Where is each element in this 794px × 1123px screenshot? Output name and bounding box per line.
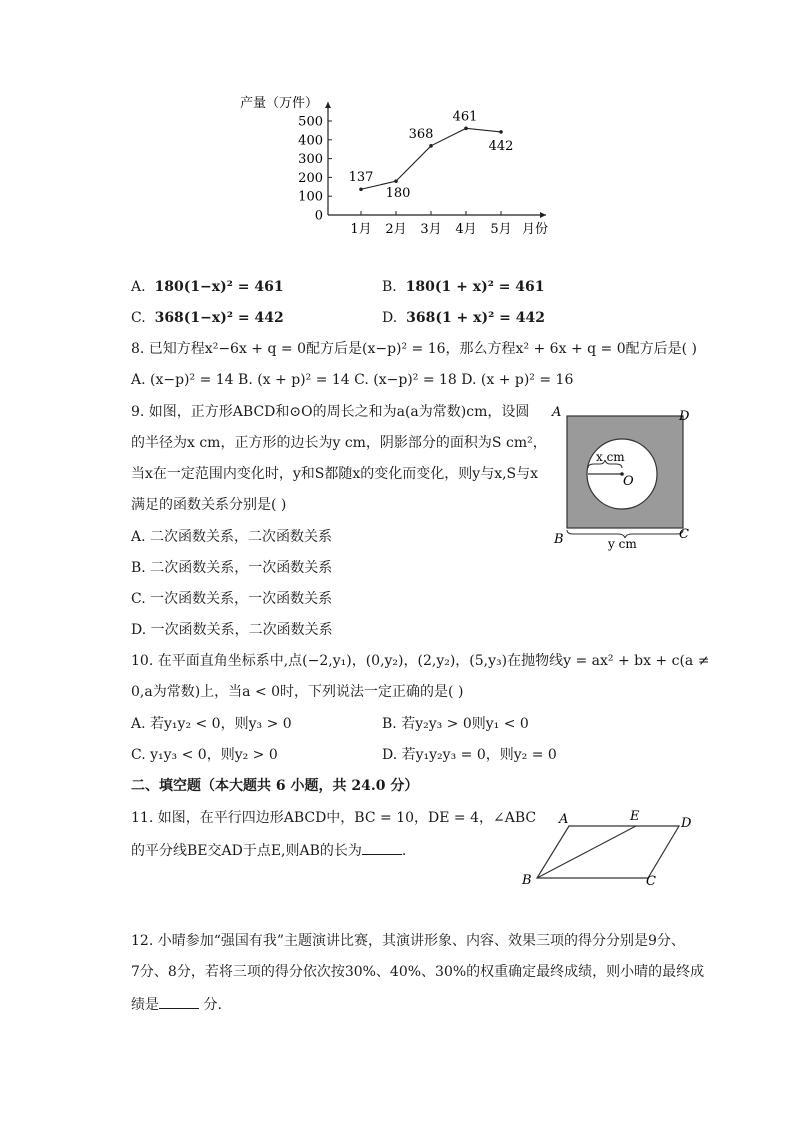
q9-square-circle-figure xyxy=(548,402,698,554)
q10-option-d: D. 若y₁y₂y₃ = 0，则y₂ = 0 xyxy=(382,747,557,763)
data-point xyxy=(394,179,398,183)
q7-option-a-text: 180(1−x)² = 461 xyxy=(154,279,284,295)
q9-option-a: A. 二次函数关系，二次函数关系 xyxy=(131,529,333,545)
chart-y-ticks xyxy=(298,115,332,224)
q11-parallelogram-figure xyxy=(515,806,700,888)
q10-option-c: C. y₁y₃ < 0，则y₂ > 0 xyxy=(131,747,278,763)
data-point xyxy=(429,144,433,148)
q8-stem: 8. 已知方程x²−6x + q = 0配方后是(x−p)² = 16，那么方程x² + 6x + q = 0配方后是( ) xyxy=(131,341,697,357)
x-axis-arrow xyxy=(540,212,546,218)
x-tick-label: 3月 xyxy=(420,222,442,237)
label-a: A xyxy=(559,812,569,827)
q11-stem-text: 的平分线BE交AD于点E,则AB的长为 xyxy=(131,843,362,859)
section-2-heading: 二、填空题（本大题共 6 小题，共 24.0 分） xyxy=(131,778,419,794)
data-label: 461 xyxy=(452,109,478,125)
production-line-chart xyxy=(230,88,560,240)
data-label: 442 xyxy=(488,138,514,154)
q10-stem-line-1: 10. 在平面直角坐标系中,点(−2,y₁)，(0,y₂)，(2,y₂)，(5,y₃)在抛物线y = ax² + bx + c(a ≠ xyxy=(131,653,710,669)
label-e: E xyxy=(630,809,640,824)
label-y-cm: y cm xyxy=(608,537,637,551)
q9-option-c: C. 一次函数关系，一次函数关系 xyxy=(131,591,333,607)
q9-stem-line-2: 的半径为x cm，正方形的边长为y cm，阴影部分的面积为S cm²， xyxy=(131,435,547,451)
q12-stem-line-2: 7分、8分，若将三项的得分依次按30%、40%、30%的权重确定最终成绩，则小晴的最终成 xyxy=(131,964,705,980)
x-tick-label: 5月 xyxy=(490,222,512,237)
x-tick-label: 2月 xyxy=(385,222,407,237)
q7-option-c: C. 368(1−x)² = 442 xyxy=(131,310,284,326)
q11-stem-line-1: 11. 如图，在平行四边形ABCD中，BC = 10，DE = 4，∠ABC xyxy=(131,810,537,826)
label-d: D xyxy=(679,409,690,424)
data-label: 137 xyxy=(348,170,374,186)
q7-option-b-text: 180(1 + x)² = 461 xyxy=(405,279,545,295)
q9-stem-line-1: 9. 如图，正方形ABCD和⊙O的周长之和为a(a为常数)cm，设圆 xyxy=(131,404,530,420)
label-b: B xyxy=(554,532,564,547)
data-label: 368 xyxy=(408,126,434,142)
q8-options: A. (x−p)² = 14 B. (x + p)² = 14 C. (x−p)² = 18 D. (x + p)² = 16 xyxy=(131,372,574,388)
data-label: 180 xyxy=(385,186,411,202)
parallelogram-abcd xyxy=(537,826,679,878)
y-tick-label: 500 xyxy=(298,114,323,130)
q12-stem-line-1: 12. 小晴参加“强国有我”主题演讲比赛，其演讲形象、内容、效果三项的得分分别是9分、 xyxy=(131,933,685,949)
data-point xyxy=(464,127,468,131)
q7-option-d: D. 368(1 + x)² = 442 xyxy=(382,310,545,326)
data-point xyxy=(359,187,363,191)
label-c: C xyxy=(646,874,656,888)
q10-option-a: A. 若y₁y₂ < 0，则y₃ > 0 xyxy=(131,716,292,732)
q12-stem-line-3: 绩是 分. xyxy=(131,994,222,1015)
q7-option-d-text: 368(1 + x)² = 442 xyxy=(406,310,545,326)
y-tick-label: 300 xyxy=(298,152,323,168)
q12-stem-text: 绩是 xyxy=(131,997,159,1013)
label-b: B xyxy=(522,873,532,888)
x-tick-label: 1月 xyxy=(350,222,372,237)
q9-option-d: D. 一次函数关系，二次函数关系 xyxy=(131,622,333,638)
segment-be xyxy=(537,826,636,878)
data-point xyxy=(499,130,503,134)
q11-stem-line-2: 的平分线BE交AD于点E,则AB的长为 . xyxy=(131,840,406,861)
y-tick-label: 100 xyxy=(298,189,323,205)
q7-option-b: B. 180(1 + x)² = 461 xyxy=(382,279,545,295)
y-tick-label: 400 xyxy=(298,133,323,149)
q11-answer-blank[interactable] xyxy=(362,840,402,855)
label-a: A xyxy=(552,405,562,420)
label-d: D xyxy=(681,816,692,831)
q10-option-b: B. 若y₂y₃ > 0则y₁ < 0 xyxy=(382,716,529,732)
y-tick-label: 200 xyxy=(298,170,323,186)
chart-data-labels xyxy=(349,109,514,201)
q9-option-b: B. 二次函数关系，一次函数关系 xyxy=(131,560,333,576)
label-c: C xyxy=(679,527,689,542)
y-axis-arrow xyxy=(325,102,331,108)
q9-stem-line-4: 满足的函数关系分别是( ) xyxy=(131,497,287,513)
y-tick-label: 0 xyxy=(314,208,323,224)
chart-axes xyxy=(325,102,546,218)
chart-y-axis-label: 产量（万件） xyxy=(240,96,319,111)
q9-stem-line-3: 当x在一定范围内变化时，y和S都随x的变化而变化，则y与x,S与x xyxy=(131,466,539,482)
label-x-cm: x cm xyxy=(596,450,625,464)
chart-x-axis-label: 月份 xyxy=(522,222,549,237)
q12-answer-blank[interactable] xyxy=(159,994,199,1009)
q10-stem-line-2: 0,a为常数)上，当a < 0时，下列说法一定正确的是( ) xyxy=(131,684,464,700)
q7-option-c-text: 368(1−x)² = 442 xyxy=(154,310,284,326)
q7-option-a: A. 180(1−x)² = 461 xyxy=(131,279,284,295)
x-tick-label: 4月 xyxy=(455,222,477,237)
label-o: O xyxy=(623,474,634,489)
